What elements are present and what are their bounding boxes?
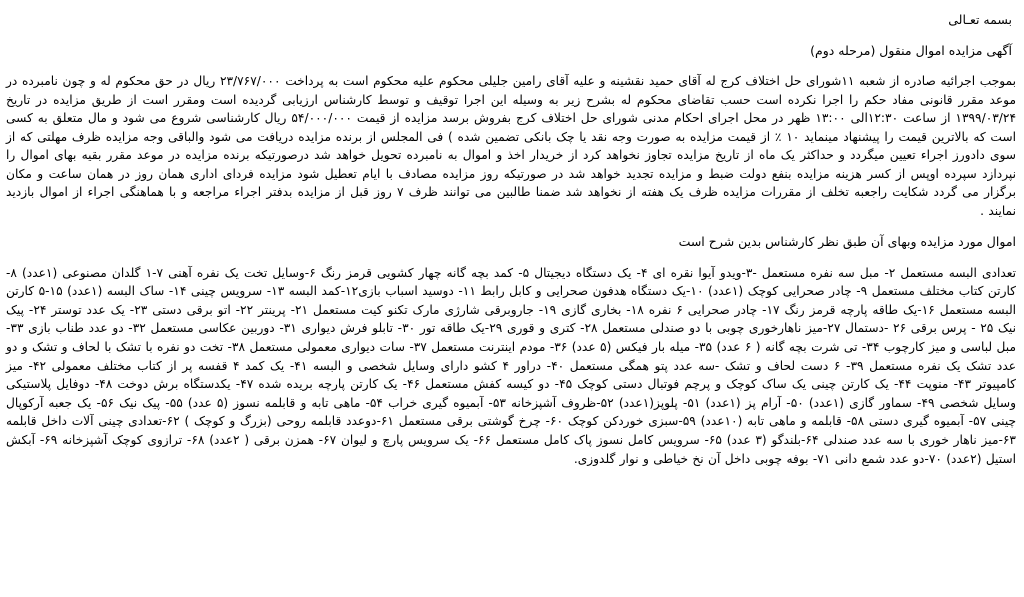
notice-body-paragraph: بموجب اجرائیه صادره از شعبه ۱۱شورای حل اختلاف کرج له آقای حمید نقشینه و علیه آقای رامین جلیلی محکوم علیه محکوم است به پرداخت ۲۳/۷۶۷/۰۰۰ ریال در حق محکوم له و چون نامبرده در موعد مقرر قانونی مفاد حکم را اجرا نکرده است حسب تقاضای محکوم له بشرح زیر به وسیله این اجرا توقیف و توسط کارشناس ارزیابی گردیده است ومقرر است از طریق مزایده در تاریخ ۱۳۹۹/۰۳/۲۴ از ساعت ۱۲:۳۰الی ۱۳:۰۰ ظهر در محل اجرای احکام مدنی شورای حل اختلاف کرج بفروش برسد مزایده از قیمت ۵۴/۰۰۰/۰۰۰ ریال کارشناسی شروع می شود و مال متعلق به کسی است که بالاترین قیمت را پیشنهاد مینماید ۱۰ ٪ از قیمت مزایده به صورت وجه نقد یا چک بانکی تضمین شده ) فی المجلس از برنده مزایده دریافت می شود والباقی وجه مزایده ظرف مهلتی که از سوی دادورز اجراء تعیین میگردد و حداکثر یک ماه از تاریخ مزایده تجاوز نخواهد کرد از خریدار اخذ و اموال به نامبرده تحویل خواهد شد درصورتیکه برنده مزایده در موعد مقرر بقیه بهای اموال را نپردازد سپرده اوپس از کسر هزینه مزایده بنفع دولت ضبط و مزایده تجدید خواهد شد در صورتیکه روز مزایده مصادف با ایام تعطیل شود مزایده فردای اداری همان روز در همان ساعت و مکان برگزار می گردد شکایت راجعبه تخلف از مقررات مزایده ظرف یک هفته از نخواهد شد ضمنا طالبین می توانند ظرف ۷ روز قبل از مزایده بدفتر اجراء مراجعه و با هماهنگی اجراء از اموال بازدید نمایند .: [6, 74, 1017, 218]
invocation-heading: بسمه تعـالی: [948, 12, 1012, 27]
items-section-title: اموال مورد مزایده وبهای آن طبق نظر کارشناس بدین شرح است: [678, 234, 1016, 250]
auction-notice-document: [6, 4, 1016, 594]
items-list-paragraph: تعدادی البسه مستعمل ۲- مبل سه نفره مستعمل -۳-ویدو آیوا نقره ای ۴- یک دستگاه دیجیتال ۵- کمد بچه گانه چهار کشویی قرمز رنگ ۶-وسایل تخت یک نفره آهنی ۷-۱ گلدان مصنوعی (۱عدد) ۸-کارتن کتاب مختلف مستعمل ۹- چادر صحرایی کوچک (۱عدد) ۱۰-یک دستگاه هدفون صحرایی و کابل رابط ۱۱- دوسید اسباب بازی۱۲-کمد البسه ۱۳- سرویس چینی ۱۴- ساک البسه (۱عدد) ۱۵-۵ کارتن البسه مستعمل ۱۶-یک طاقه پارچه قرمز رنگ ۱۷- چادر صحرایی ۶ نفره ۱۸- بخاری گازی ۱۹- جاروبرقی شارژی مارک تکنو کیت مستعمل ۲۱- پرینتر ۲۲- اتو برقی دستی ۲۳- یک عدد توستر ۲۴- پیک نیک ۲۵ - پرس برقی ۲۶ -دستمال ۲۷-میز ناهارخوری چوبی با دو صندلی مستعمل ۲۸- کتری و قوری ۲۹-یک طاقه تور ۳۰- تابلو فرش دیواری ۳۱- دوربین عکاسی مستعمل ۳۲- دو عدد طناب بازی ۳۳- مبل لباسی و میز کارچوب ۳۴- تی شرت بچه گانه ( ۶ عدد) ۳۵- میله بار فیکس (۵ عدد) ۳۶- مودم اینترنت مستعمل ۳۷- سات دیواری معمولی مستعمل ۳۸- تخت دو نفره با تشک با لحاف و تشک و دو عدد تشک یک نفره مستعمل ۳۹- ۶ دست لحاف و تشک -سه عدد پتو همگی مستعمل ۴۰- دراور ۴ کشو دارای وسایل شخصی و البسه ۴۱- یک کمد ۴ قفسه پر از کتاب مختلف معمولی ۴۲- میز کامپیوتر ۴۳- منوپت ۴۴- یک کارتن چینی یک ساک کوچک و پرچم فوتبال دستی کوچک ۴۵- دو کیسه کفش مستعمل ۴۶- یک کارتن پارچه بریده شده ۴۷- یکدستگاه برش دوخت ۴۸- دوفایل پلاستیکی وسایل شخصی ۴۹- سماور گازی (۱عدد) ۵۰- آرام پز (۱عدد) ۵۱- پلوپز(۱عدد) ۵۲-ظروف آشپزخانه ۵۳- آبمیوه گیری خراب ۵۴- ماهی تابه و قابلمه نسوز (۵ عدد) ۵۵- پیک نیک ۵۶- یک جعبه آرکوپال چینی ۵۷- آبمیوه گیری دستی ۵۸- قابلمه و ماهی تابه (۱۰عدد) ۵۹-سبزی خوردکن کوچک ۶۰- چرخ گوشتی برقی مستعمل ۶۱-دوعدد قابلمه روحی (بزرگ و کوچک ) ۶۲-تعدادی چینی آلات داخل قابلمه ۶۳-میز ناهار خوری با سه عدد صندلی ۶۴-بلندگو (۳ عدد) ۶۵- سرویس کامل نسوز پاک کامل مستعمل ۶۶- یک سرویس پارچ و لیوان ۶۷- همزن برقی ( ۲عدد) ۶۸- ترازوی کوچک آشپزخانه ۶۹- آبکش استیل (۲عدد) ۷۰-دو عدد شمع دانی ۷۱- بوفه چوبی داخل آن نخ خیاطی و نوار گلدوزی.: [6, 265, 1017, 466]
notice-title: آگهی مزایده اموال منقول (مرحله دوم): [810, 43, 1012, 58]
